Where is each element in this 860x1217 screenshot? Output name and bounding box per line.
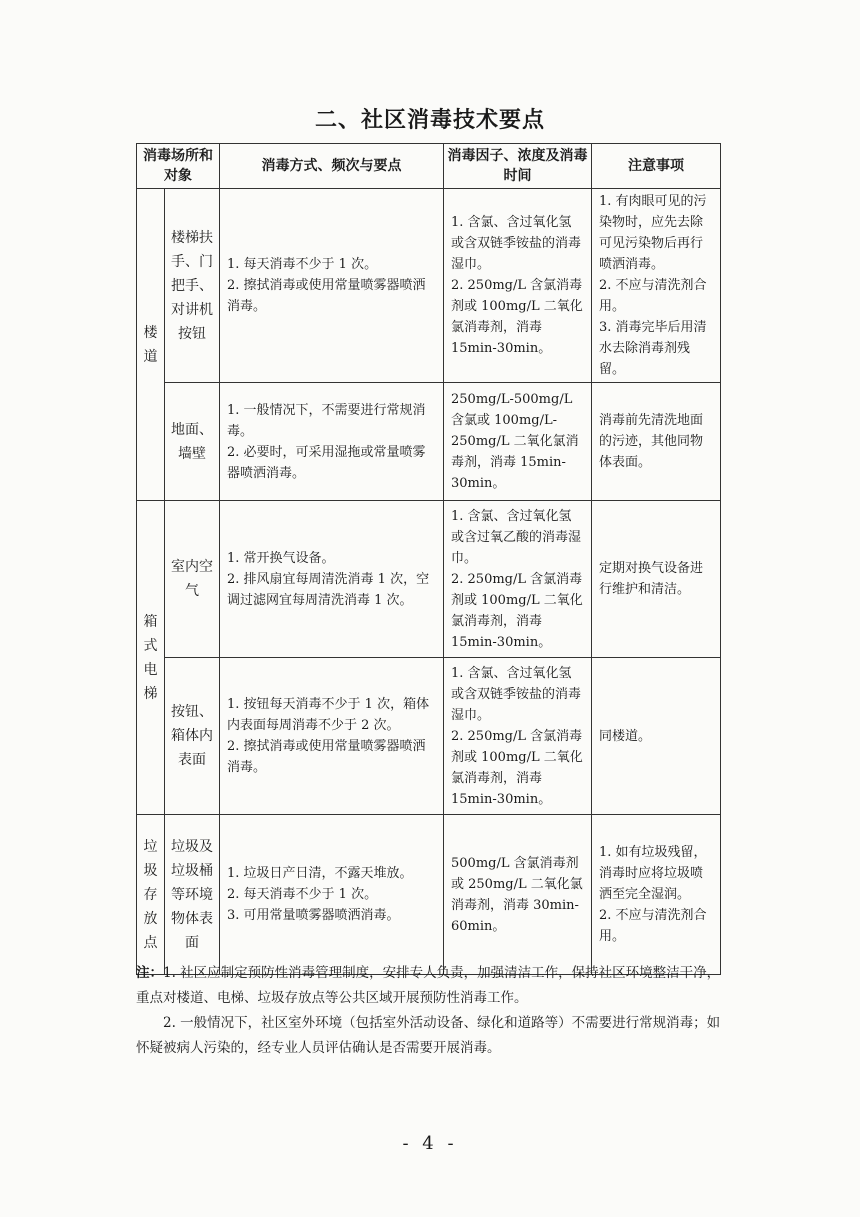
method-cell <box>220 501 444 658</box>
notes-cell <box>592 815 721 975</box>
notes-cell <box>592 383 721 501</box>
method-line: 3. 可用常量喷雾器喷洒消毒。 <box>227 908 400 923</box>
note-line: 2. 不应与清洗剂合用。 <box>599 278 707 314</box>
method-line: 1. 按钮每天消毒不少于 1 次，箱体内表面每周消毒不少于 2 次。 <box>227 697 430 733</box>
object-cell: 垃圾及垃圾桶等环境物体表面 <box>165 815 220 975</box>
zone-cell-corridor: 楼道 <box>137 189 165 501</box>
table-row <box>137 658 721 815</box>
agent-line: 1. 含氯、含过氧化氢或含双链季铵盐的消毒湿巾。 <box>451 665 582 723</box>
object-cell: 地面、墙壁 <box>165 383 220 501</box>
notes-cell <box>592 189 721 383</box>
method-cell <box>220 815 444 975</box>
method-line: 2. 擦拭消毒或使用常量喷雾器喷洒消毒。 <box>227 278 426 314</box>
agent-cell <box>444 189 592 383</box>
object-cell: 按钮、箱体内表面 <box>165 658 220 815</box>
note-line: 2. 不应与清洗剂合用。 <box>599 908 707 944</box>
notes-cell <box>592 658 721 815</box>
agent-line: 1. 含氯、含过氧化氢或含过氧乙酸的消毒湿巾。 <box>451 508 582 566</box>
method-line: 1. 常开换气设备。 <box>227 550 335 566</box>
method-cell <box>220 383 444 501</box>
method-line: 2. 排风扇宜每周清洗消毒 1 次，空调过滤网宜每周清洗消毒 1 次。 <box>227 571 430 608</box>
note-line: 3. 消毒完毕后用清水去除消毒剂残留。 <box>599 320 707 377</box>
header-place: 消毒场所和对象 <box>137 144 220 189</box>
agent-cell <box>444 383 592 501</box>
method-cell <box>220 189 444 383</box>
header-notes: 注意事项 <box>592 144 721 189</box>
method-cell <box>220 658 444 815</box>
method-line: 2. 每天消毒不少于 1 次。 <box>227 887 378 902</box>
zone-cell-elevator: 箱式电梯 <box>137 501 165 815</box>
footnote-item <box>136 961 724 1011</box>
agent-line: 2. 250mg/L 含氯消毒剂或 100mg/L 二氧化氯消毒剂，消毒 15min-30min。 <box>451 278 583 356</box>
note-line: 定期对换气设备进行维护和清洁。 <box>599 561 704 597</box>
header-method: 消毒方式、频次与要点 <box>220 144 444 189</box>
method-line: 1. 一般情况下，不需要进行常规消毒。 <box>227 402 426 439</box>
footnote-label: 注： <box>136 965 163 981</box>
table-row <box>137 189 721 383</box>
footnote-text: 2. 一般情况下，社区室外环境（包括室外活动设备、绿化和道路等）不需要进行常规消毒；如怀疑被病人污染的，经专业人员评估确认是否需要开展消毒。 <box>136 1015 721 1056</box>
note-line: 消毒前先清洗地面的污迹，其他同物体表面。 <box>599 413 704 470</box>
method-line: 2. 擦拭消毒或使用常量喷雾器喷洒消毒。 <box>227 739 426 775</box>
agent-cell <box>444 658 592 815</box>
method-line: 2. 必要时，可采用湿拖或常量喷雾器喷洒消毒。 <box>227 444 426 481</box>
object-cell: 室内空气 <box>165 501 220 658</box>
agent-line: 1. 含氯、含过氧化氢或含双链季铵盐的消毒湿巾。 <box>451 215 582 272</box>
method-line: 1. 每天消毒不少于 1 次。 <box>227 257 378 272</box>
page-number: - 4 - <box>402 1133 458 1154</box>
table-header-row <box>137 144 721 189</box>
zone-cell-garbage: 垃圾存放点 <box>137 815 165 975</box>
page-title: 二、社区消毒技术要点 <box>314 108 545 133</box>
note-line: 1. 有肉眼可见的污染物时，应先去除可见污染物后再行喷洒消毒。 <box>599 194 707 272</box>
agent-line: 250mg/L-500mg/L 含氯或 100mg/L-250mg/L 二氧化氯消毒剂，消毒 15min-30min。 <box>451 392 579 491</box>
footnote-text: 1. 社区应制定预防性消毒管理制度，安排专人负责，加强清洁工作，保持社区环境整洁干净，重点对楼道、电梯、垃圾存放点等公共区域开展预防性消毒工作。 <box>136 965 721 1006</box>
table-row <box>137 383 721 501</box>
object-cell: 楼梯扶手、门把手、对讲机按钮 <box>165 189 220 383</box>
agent-cell <box>444 815 592 975</box>
disinfection-table <box>136 143 721 975</box>
table-row <box>137 501 721 658</box>
note-line: 同楼道。 <box>599 728 652 744</box>
header-agent: 消毒因子、浓度及消毒时间 <box>444 144 592 189</box>
agent-line: 2. 250mg/L 含氯消毒剂或 100mg/L 二氧化氯消毒剂，消毒 15min-30min。 <box>451 728 583 807</box>
notes-cell <box>592 501 721 658</box>
method-line: 1. 垃圾日产日清，不露天堆放。 <box>227 866 413 881</box>
agent-cell <box>444 501 592 658</box>
agent-line: 500mg/L 含氯消毒剂或 250mg/L 二氧化氯消毒剂，消毒 30min-60min。 <box>451 855 583 934</box>
footnote-item <box>136 1011 724 1061</box>
agent-line: 2. 250mg/L 含氯消毒剂或 100mg/L 二氧化氯消毒剂，消毒 15min-30min。 <box>451 571 583 650</box>
note-line: 1. 如有垃圾残留，消毒时应将垃圾喷洒至完全湿润。 <box>599 845 707 902</box>
footnote-block <box>136 961 724 1061</box>
table-row <box>137 815 721 975</box>
